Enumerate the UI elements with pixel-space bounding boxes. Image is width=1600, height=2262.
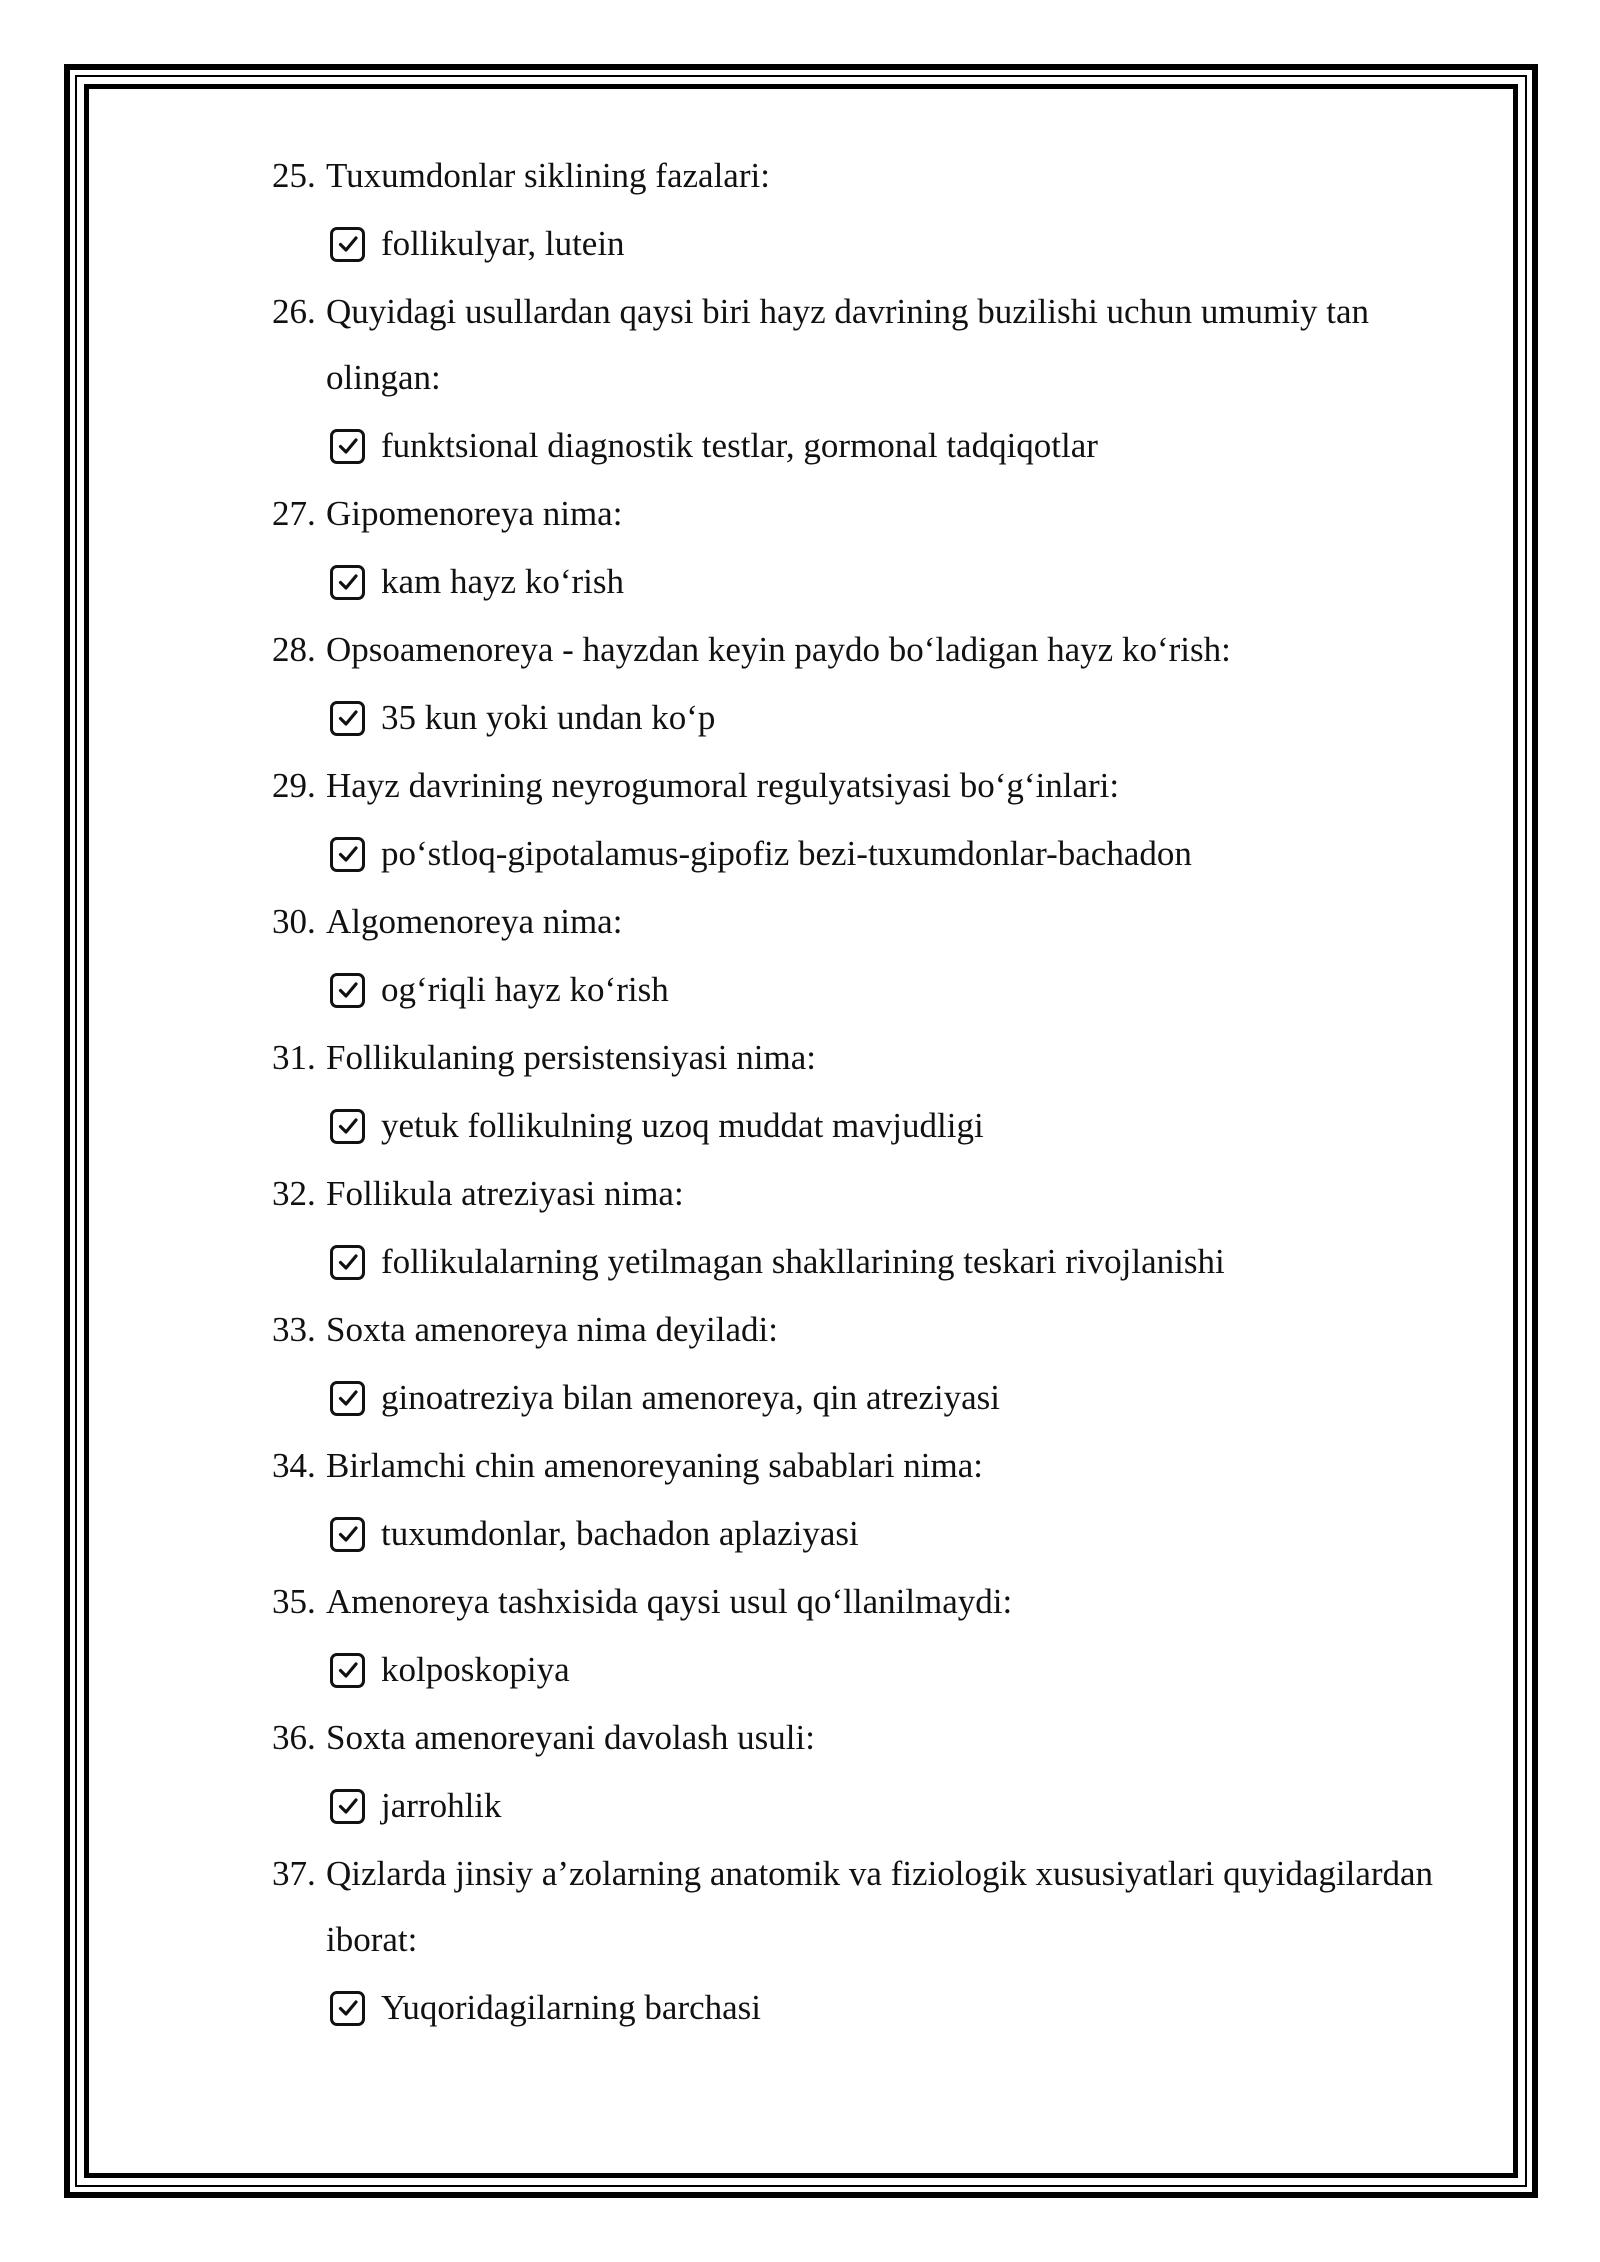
question-text: Birlamchi chin amenoreyaning sabablari nima: — [326, 1446, 984, 1485]
answer-text: po‘stloq-gipotalamus-gipofiz bezi-tuxumdonlar-bachadon — [381, 834, 1192, 873]
answer-row — [330, 683, 1472, 753]
question-text: Opsoamenoreya - hayzdan keyin paydo bo‘ladigan hayz ko‘rish: — [326, 630, 1231, 669]
checked-checkbox-icon — [330, 227, 365, 262]
question-text: Follikulaning persistensiyasi nima: — [326, 1038, 816, 1077]
question-number: 32. — [272, 1174, 316, 1213]
question-number: 28. — [272, 630, 316, 669]
question-block — [272, 889, 1472, 1025]
checked-checkbox-icon — [330, 701, 365, 736]
question-row — [272, 1433, 1472, 1499]
answer-row — [330, 411, 1472, 481]
question-number: 34. — [272, 1446, 316, 1485]
question-row — [272, 143, 1472, 209]
checked-checkbox-icon — [330, 973, 365, 1008]
question-block — [272, 1297, 1472, 1433]
answer-text: kam hayz ko‘rish — [381, 562, 624, 601]
question-text: Amenoreya tashxisida qaysi usul qo‘llanilmaydi: — [326, 1582, 1013, 1621]
answer-text: Yuqoridagilarning barchasi — [381, 1988, 762, 2027]
answer-row — [330, 1227, 1472, 1297]
checked-checkbox-icon — [330, 429, 365, 464]
question-block — [272, 279, 1472, 481]
question-row — [272, 1569, 1472, 1635]
answer-text: funktsional diagnostik testlar, gormonal tadqiqotlar — [381, 426, 1098, 465]
answer-text: jarrohlik — [381, 1786, 502, 1825]
answer-row — [330, 1363, 1472, 1433]
question-row — [272, 1841, 1472, 1973]
question-number: 31. — [272, 1038, 316, 1077]
question-text: Follikula atreziyasi nima: — [326, 1174, 684, 1213]
question-text: Algomenoreya nima: — [326, 902, 623, 941]
checked-checkbox-icon — [330, 1991, 365, 2026]
question-block — [272, 481, 1472, 617]
question-text: Qizlarda jinsiy a’zolarning anatomik va fiziologik xususiyatlari quyidagilardan iborat: — [326, 1854, 1434, 1959]
answer-row — [330, 955, 1472, 1025]
answer-text: follikulyar, lutein — [381, 224, 625, 263]
question-row — [272, 753, 1472, 819]
question-row — [272, 481, 1472, 547]
question-number: 27. — [272, 494, 316, 533]
answer-text: og‘riqli hayz ko‘rish — [381, 970, 669, 1009]
question-row — [272, 889, 1472, 955]
answer-text: follikulalarning yetilmagan shakllarining teskari rivojlanishi — [381, 1242, 1225, 1281]
checked-checkbox-icon — [330, 1245, 365, 1280]
question-block — [272, 1569, 1472, 1705]
checked-checkbox-icon — [330, 1517, 365, 1552]
question-block — [272, 1705, 1472, 1841]
question-text: Tuxumdonlar siklining fazalari: — [326, 156, 770, 195]
checked-checkbox-icon — [330, 1381, 365, 1416]
question-row — [272, 1297, 1472, 1363]
answer-text: ginoatreziya bilan amenoreya, qin atreziyasi — [381, 1378, 1001, 1417]
question-row — [272, 617, 1472, 683]
answer-row — [330, 1771, 1472, 1841]
question-block — [272, 753, 1472, 889]
question-text: Soxta amenoreya nima deyiladi: — [326, 1310, 778, 1349]
answer-row — [330, 1635, 1472, 1705]
checked-checkbox-icon — [330, 1789, 365, 1824]
question-block — [272, 1025, 1472, 1161]
question-text: Gipomenoreya nima: — [326, 494, 623, 533]
answer-text: kolposkopiya — [381, 1650, 570, 1689]
checked-checkbox-icon — [330, 837, 365, 872]
answer-text: 35 kun yoki undan ko‘p — [381, 698, 716, 737]
question-block — [272, 143, 1472, 279]
question-row — [272, 1705, 1472, 1771]
question-row — [272, 1025, 1472, 1091]
answer-row — [330, 1091, 1472, 1161]
question-row — [272, 279, 1472, 411]
answer-row — [330, 1499, 1472, 1569]
question-block — [272, 1433, 1472, 1569]
answer-row — [330, 209, 1472, 279]
question-text: Quyidagi usullardan qaysi biri hayz davrining buzilishi uchun umumiy tan olingan: — [326, 292, 1370, 397]
answer-text: yetuk follikulning uzoq muddat mavjudligi — [381, 1106, 984, 1145]
question-number: 26. — [272, 292, 316, 331]
answer-row — [330, 1973, 1472, 2043]
question-number: 25. — [272, 156, 316, 195]
question-row — [272, 1161, 1472, 1227]
checked-checkbox-icon — [330, 1109, 365, 1144]
question-number: 37. — [272, 1854, 316, 1893]
question-number: 30. — [272, 902, 316, 941]
answer-row — [330, 819, 1472, 889]
question-number: 36. — [272, 1718, 316, 1757]
question-text: Soxta amenoreyani davolash usuli: — [326, 1718, 815, 1757]
checked-checkbox-icon — [330, 1653, 365, 1688]
question-number: 35. — [272, 1582, 316, 1621]
question-number: 33. — [272, 1310, 316, 1349]
question-text: Hayz davrining neyrogumoral regulyatsiyasi bo‘g‘inlari: — [326, 766, 1120, 805]
question-list — [272, 143, 1472, 2043]
question-number: 29. — [272, 766, 316, 805]
question-block — [272, 1841, 1472, 2043]
answer-text: tuxumdonlar, bachadon aplaziyasi — [381, 1514, 859, 1553]
checked-checkbox-icon — [330, 565, 365, 600]
question-block — [272, 1161, 1472, 1297]
question-block — [272, 617, 1472, 753]
answer-row — [330, 547, 1472, 617]
